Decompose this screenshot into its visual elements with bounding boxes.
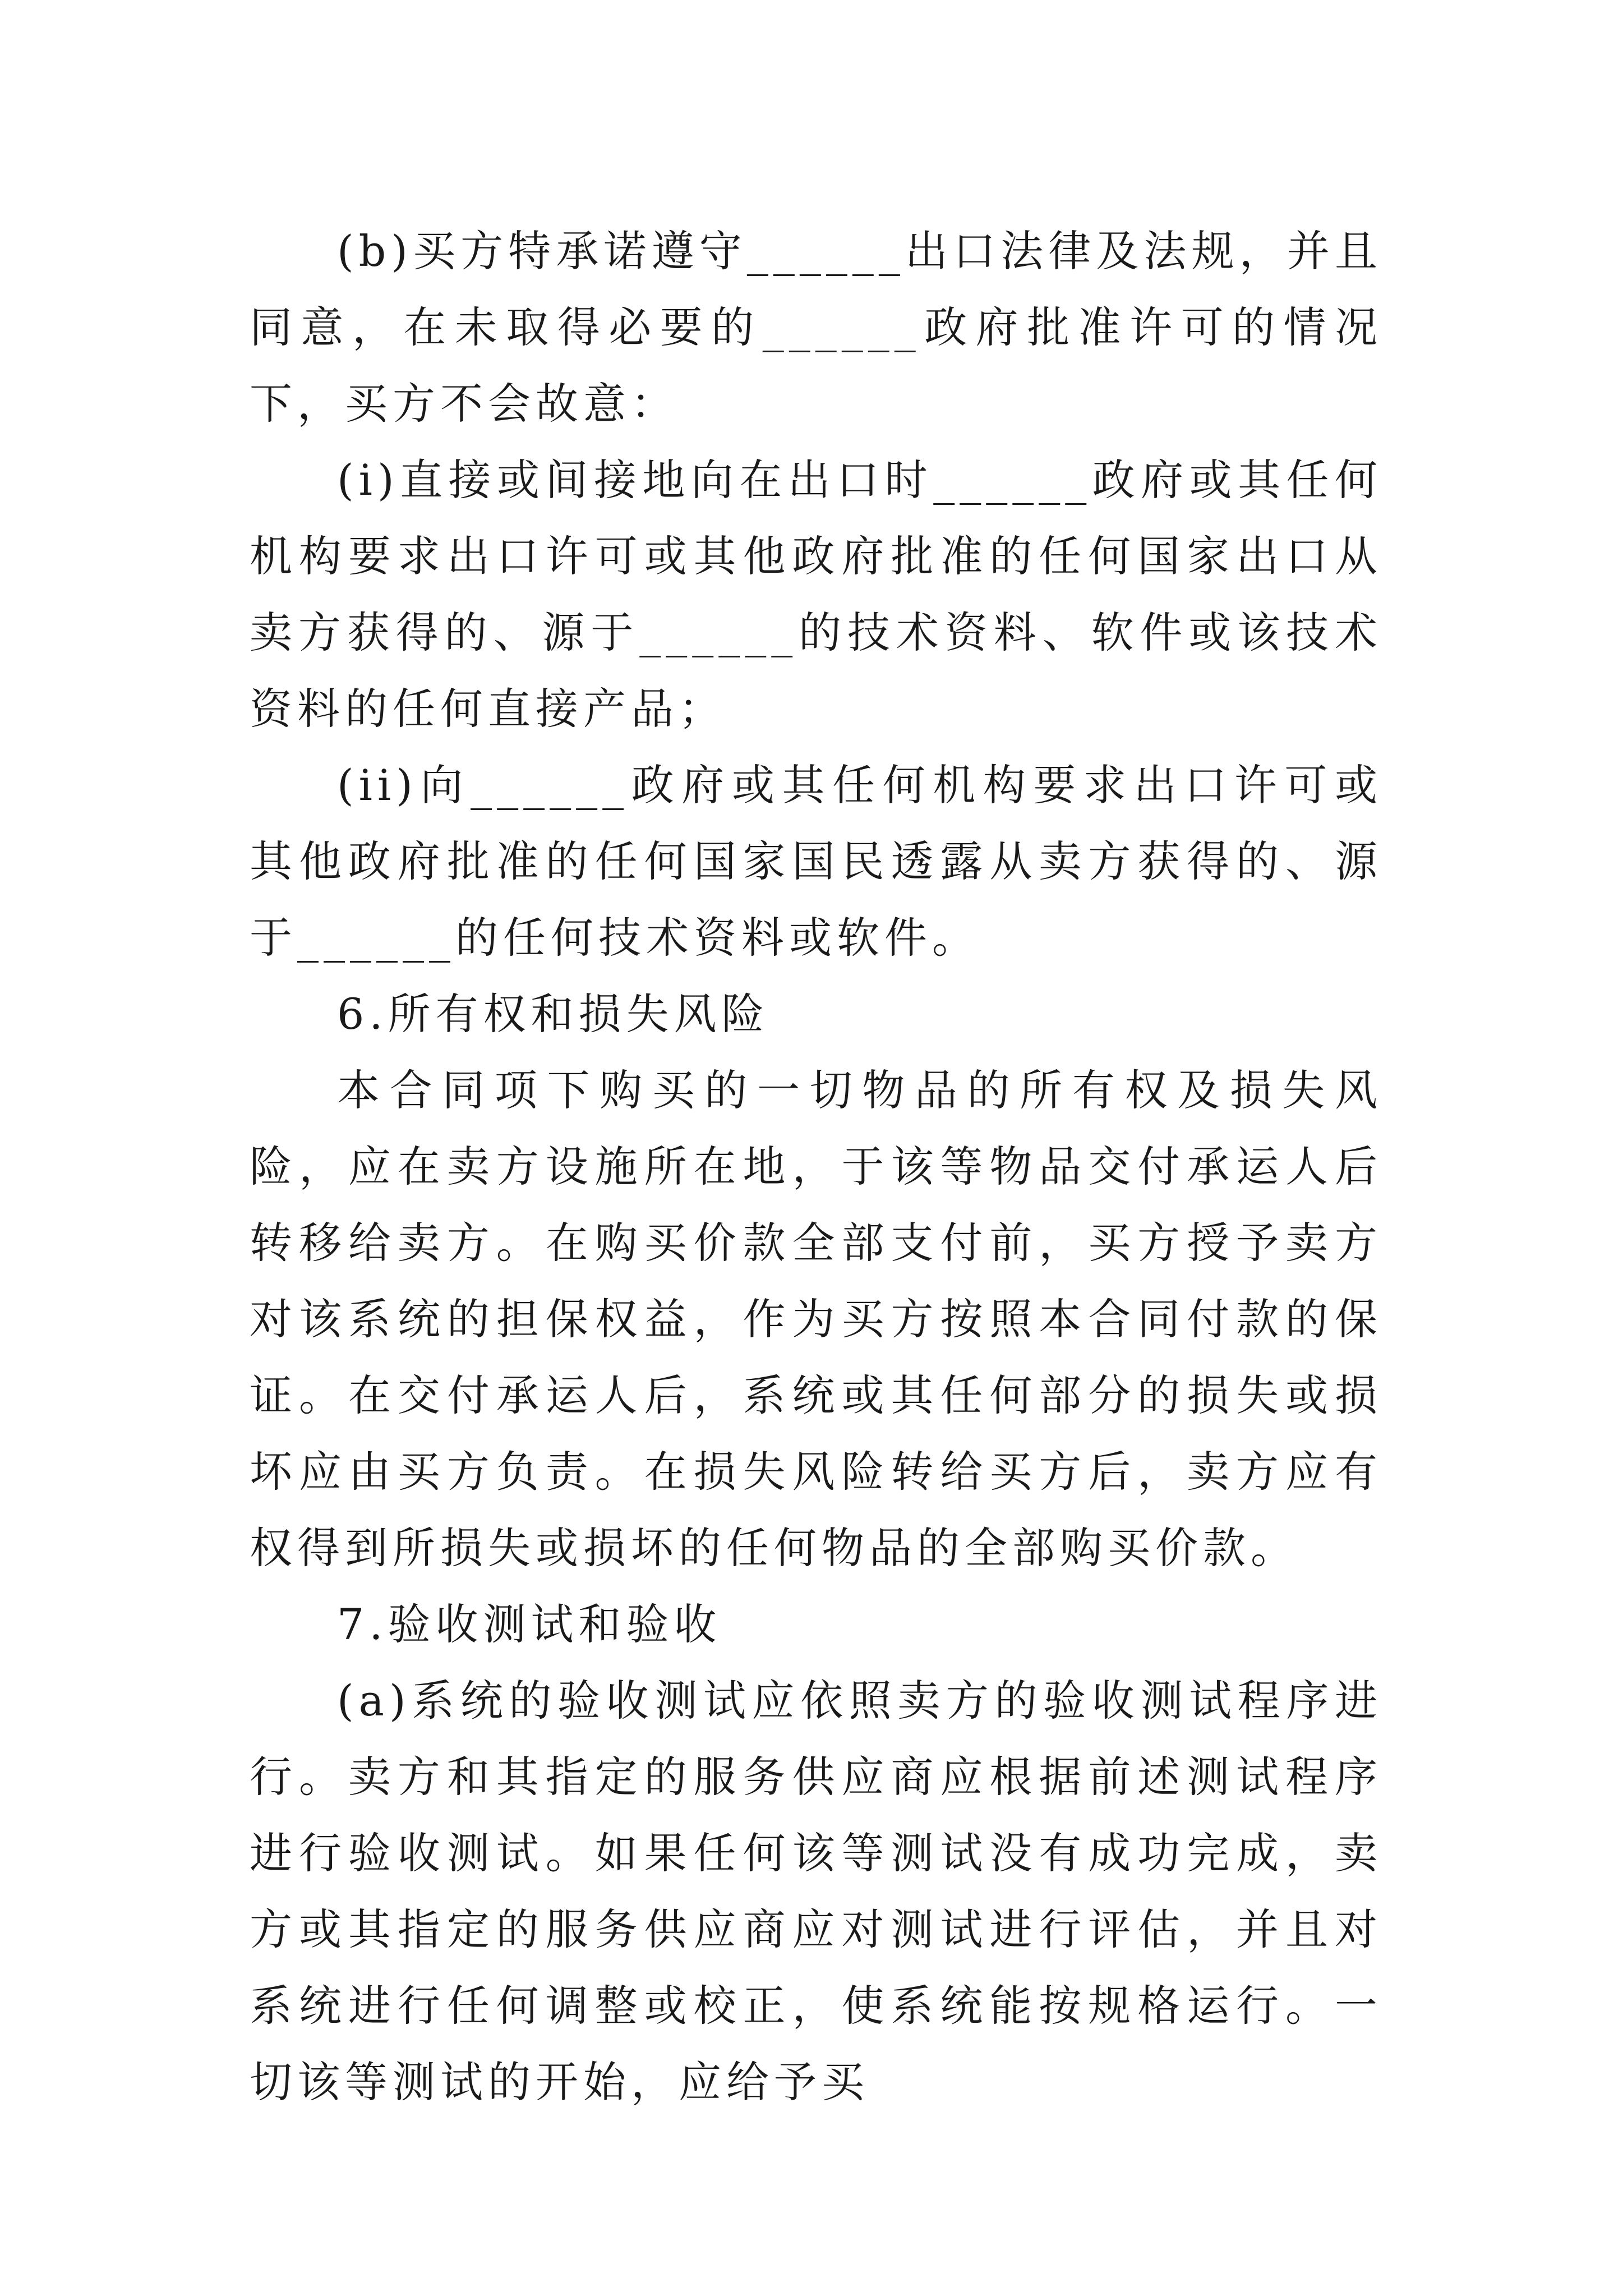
paragraph-ownership-risk: 本合同项下购买的一切物品的所有权及损失风险，应在卖方设施所在地，于该等物品交付承运人后转移给卖方。在购买价款全部支付前，买方授予卖方对该系统的担保权益，作为买方按照本合同付款的保证。在交付承运人后，系统或其任何部分的损失或损坏应由买方负责。在损失风险转给买方后，卖方应有权得到所损失或损坏的任何物品的全部购买价款。 — [250, 1065, 1382, 1573]
paragraph-export-clause-i: (i)直接或间接地向在出口时______政府或其任何机构要求出口许可或其他政府批准的任何国家出口从卖方获得的、源于______的技术资料、软件或该技术资料的任何直接产品； — [250, 455, 1382, 734]
section-heading-acceptance-testing: 7.验收测试和验收 — [337, 1599, 722, 1649]
paragraph-export-commitment: (b)买方特承诺遵守______出口法律及法规，并且同意，在未取得必要的______政府批准许可的情况下，买方不会故意： — [250, 226, 1382, 429]
document-page — [250, 213, 1382, 2120]
section-heading-ownership-risk: 6.所有权和损失风险 — [337, 989, 769, 1039]
paragraph-acceptance-testing-a: (a)系统的验收测试应依照卖方的验收测试程序进行。卖方和其指定的服务供应商应根据前述测试程序进行验收测试。如果任何该等测试没有成功完成，卖方或其指定的服务供应商应对测试进行评估，并且对系统进行任何调整或校正，使系统能按规格运行。一切该等测试的开始，应给予买 — [250, 1676, 1382, 2107]
paragraph-export-clause-ii: (ii)向______政府或其任何机构要求出口许可或其他政府批准的任何国家国民透露从卖方获得的、源于______的任何技术资料或软件。 — [250, 760, 1382, 963]
